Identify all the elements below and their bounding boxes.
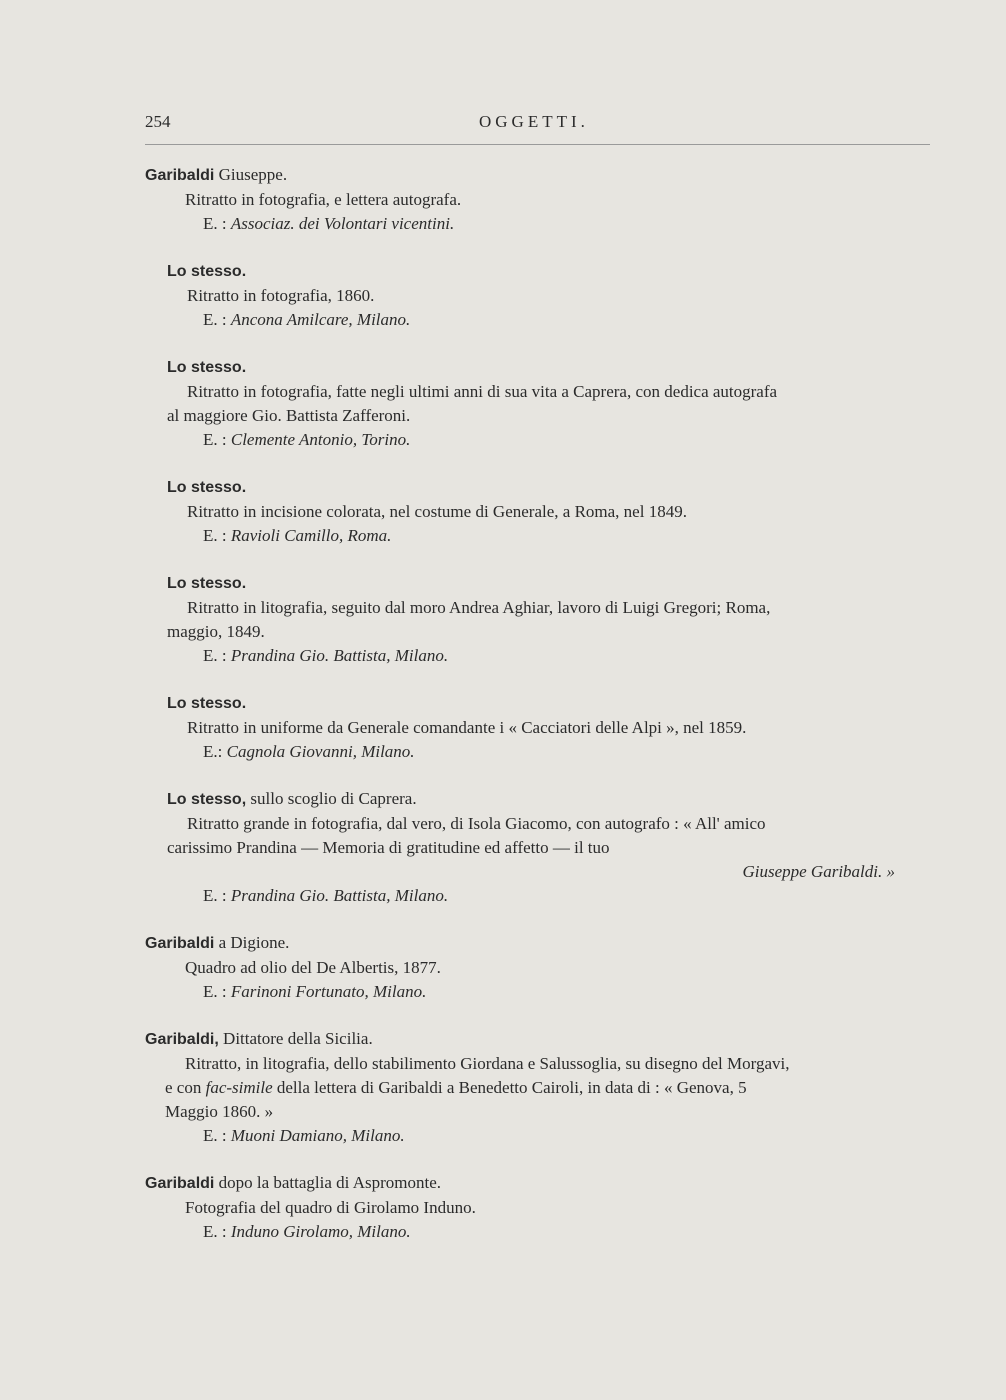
entry-heading xyxy=(145,1027,935,1052)
entry-exhibitor xyxy=(167,884,935,908)
entry-description: Ritratto grande in fotografia, dal vero, di Isola Giacomo, con autografo : « All' amico xyxy=(187,814,766,833)
page-number: 254 xyxy=(145,112,171,131)
entry-name: Garibaldi xyxy=(145,1175,215,1192)
running-title: OGGETTI. xyxy=(479,112,589,131)
entry-description: Ritratto in fotografia, 1860. xyxy=(187,286,375,305)
entry-exhibitor xyxy=(145,980,935,1004)
exhibitor-name: Ravioli Camillo, Roma. xyxy=(230,526,392,545)
entry-heading xyxy=(167,475,935,500)
entry-name: Lo stesso, xyxy=(167,791,247,808)
entry-description: Quadro ad olio del De Albertis, 1877. xyxy=(185,958,441,977)
exhibitor-name: Muoni Damiano, Milano. xyxy=(230,1126,405,1145)
entry-heading xyxy=(167,259,935,284)
exhibitor-label: E. : xyxy=(203,886,227,905)
exhibitor-name: Induno Girolamo, Milano. xyxy=(230,1222,411,1241)
exhibitor-name: Prandina Gio. Battista, Milano. xyxy=(230,886,449,905)
entry-exhibitor xyxy=(167,428,935,452)
entry-name: Lo stesso. xyxy=(167,263,247,280)
entry-name: Lo stesso. xyxy=(167,479,247,496)
entry-description: Ritratto in incisione colorata, nel costume di Generale, a Roma, nel 1849. xyxy=(187,502,687,521)
catalog-entry xyxy=(145,475,935,548)
entry-name: Garibaldi xyxy=(145,167,215,184)
entry-exhibitor xyxy=(145,1220,935,1244)
entry-exhibitor xyxy=(145,1124,935,1148)
entry-name: Garibaldi, xyxy=(145,1031,219,1048)
entry-name: Garibaldi xyxy=(145,935,215,952)
entry-description-continued xyxy=(145,1076,935,1100)
entry-signature: Giuseppe Garibaldi. » xyxy=(742,862,895,881)
entry-name: Lo stesso. xyxy=(167,695,247,712)
exhibitor-name: Farinoni Fortunato, Milano. xyxy=(230,982,427,1001)
entry-heading xyxy=(167,571,935,596)
entry-description-continued: Maggio 1860. » xyxy=(165,1102,274,1121)
entry-exhibitor xyxy=(167,740,935,764)
entry-exhibitor xyxy=(145,212,935,236)
entry-description: Ritratto in litografia, seguito dal moro Andrea Aghiar, lavoro di Luigi Gregori; Roma, xyxy=(187,598,771,617)
entry-exhibitor xyxy=(167,308,935,332)
exhibitor-label: E. : xyxy=(203,526,227,545)
catalog-entry xyxy=(145,355,935,452)
entry-heading xyxy=(167,787,935,812)
entry-name: Lo stesso. xyxy=(167,575,247,592)
exhibitor-label: E. : xyxy=(203,1126,227,1145)
catalog-entry xyxy=(145,1171,935,1244)
exhibitor-label: E. : xyxy=(203,982,227,1001)
entry-heading xyxy=(167,691,935,716)
exhibitor-name: Cagnola Giovanni, Milano. xyxy=(226,742,415,761)
entry-description: Ritratto, in litografia, dello stabilimento Giordana e Salussoglia, su disegno del Morgavi, xyxy=(185,1054,790,1073)
exhibitor-label: E. : xyxy=(203,1222,227,1241)
page-header xyxy=(145,112,935,138)
catalog-entry xyxy=(145,259,935,332)
entry-heading xyxy=(167,355,935,380)
exhibitor-label: E. : xyxy=(203,430,227,449)
entry-description-continued: al maggiore Gio. Battista Zafferoni. xyxy=(167,406,411,425)
entry-description: Ritratto in fotografia, fatte negli ultimi anni di sua vita a Caprera, con dedica autografa xyxy=(187,382,778,401)
entry-heading-rest: sullo scoglio di Caprera. xyxy=(246,789,417,808)
exhibitor-label: E. : xyxy=(203,310,227,329)
entry-heading-rest: Dittatore della Sicilia. xyxy=(218,1029,373,1048)
description-text: della lettera di Garibaldi a Benedetto Cairoli, in data di : « Genova, 5 xyxy=(272,1078,747,1097)
catalog-entry xyxy=(145,931,935,1004)
exhibitor-label: E. : xyxy=(203,646,227,665)
exhibitor-name: Clemente Antonio, Torino. xyxy=(230,430,411,449)
catalog-entry xyxy=(145,571,935,668)
exhibitor-name: Associaz. dei Volontari vicentini. xyxy=(230,214,455,233)
entry-heading xyxy=(145,1171,935,1196)
exhibitor-label: E.: xyxy=(203,742,223,761)
entry-heading xyxy=(145,163,935,188)
entry-heading xyxy=(145,931,935,956)
entry-description: Ritratto in uniforme da Generale comandante i « Cacciatori delle Alpi », nel 1859. xyxy=(187,718,747,737)
catalog-entry xyxy=(145,691,935,764)
entry-exhibitor xyxy=(167,524,935,548)
description-text: e con xyxy=(165,1078,206,1097)
header-rule xyxy=(145,144,930,145)
catalog-entry xyxy=(145,1027,935,1148)
entry-heading-rest: dopo la battaglia di Aspromonte. xyxy=(214,1173,441,1192)
entry-description: Fotografia del quadro di Girolamo Induno. xyxy=(185,1198,476,1217)
entry-description: Ritratto in fotografia, e lettera autografa. xyxy=(185,190,462,209)
entry-heading-rest: Giuseppe. xyxy=(214,165,288,184)
exhibitor-label: E. : xyxy=(203,214,227,233)
exhibitor-name: Ancona Amilcare, Milano. xyxy=(230,310,411,329)
description-italic: fac-simile xyxy=(205,1078,273,1097)
entries-list xyxy=(145,163,935,1267)
catalog-entry xyxy=(145,163,935,236)
entry-name: Lo stesso. xyxy=(167,359,247,376)
entry-description-continued: carissimo Prandina — Memoria di gratitudine ed affetto — il tuo xyxy=(167,838,610,857)
catalog-entry xyxy=(145,787,935,908)
exhibitor-name: Prandina Gio. Battista, Milano. xyxy=(230,646,449,665)
entry-exhibitor xyxy=(167,644,935,668)
entry-description-continued: maggio, 1849. xyxy=(167,622,265,641)
entry-heading-rest: a Digione. xyxy=(214,933,290,952)
